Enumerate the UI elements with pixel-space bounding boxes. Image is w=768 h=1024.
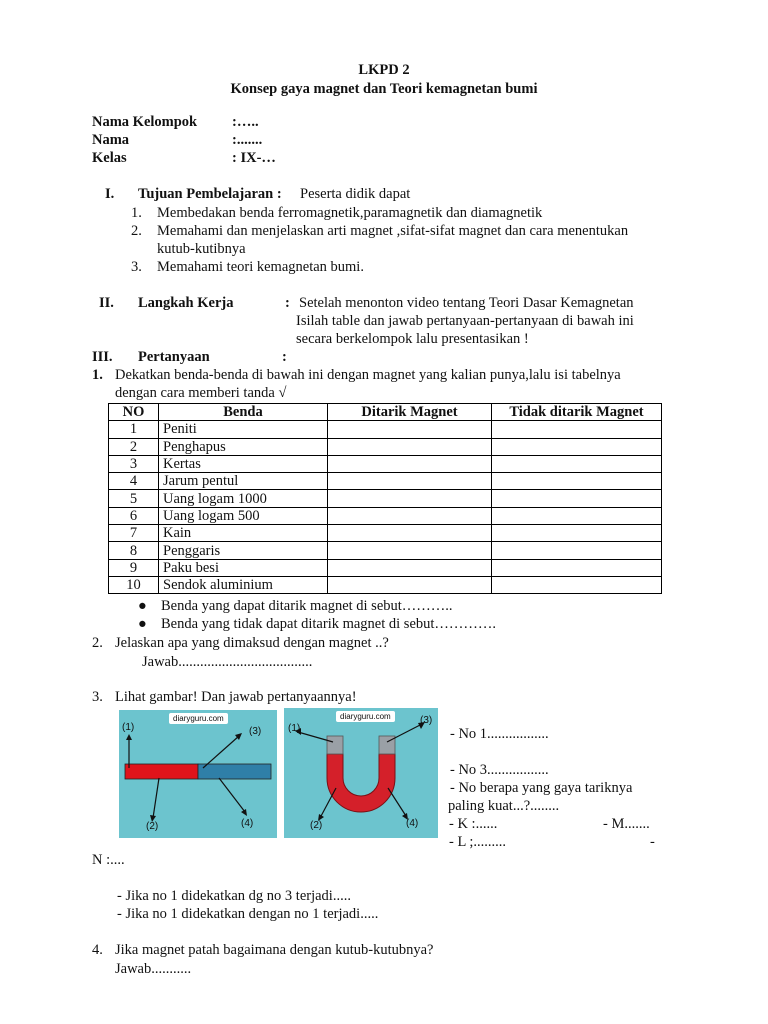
row-number: 6 [109, 507, 159, 524]
section-text: Setelah menonton video tentang Teori Dasar Kemagnetan [299, 295, 634, 311]
worksheet-title: LKPD 2 [358, 62, 410, 78]
attracted-cell[interactable] [328, 438, 492, 455]
label-2: (2) [310, 820, 323, 831]
identity-label: Kelas [92, 150, 127, 166]
attracted-cell[interactable] [328, 421, 492, 438]
object-name: Paku besi [159, 559, 328, 576]
section-text: secara berkelompok lalu presentasikan ! [296, 331, 529, 347]
not-attracted-cell[interactable] [492, 490, 662, 507]
watermark: diaryguru.com [169, 713, 228, 724]
row-number: 9 [109, 559, 159, 576]
question-number: 2. [92, 635, 103, 651]
attracted-cell[interactable] [328, 455, 492, 472]
answer-line: - No berapa yang gaya tariknya [450, 780, 633, 796]
object-name: Kain [159, 525, 328, 542]
label-4: (4) [241, 818, 254, 829]
question-number: 3. [92, 689, 103, 705]
answer-line: Jawab........... [115, 961, 192, 977]
list-item: kutub-kutibnya [157, 241, 246, 257]
row-number: 2 [109, 438, 159, 455]
label-3: (3) [249, 726, 262, 737]
attracted-cell[interactable] [328, 490, 492, 507]
object-name: Jarum pentul [159, 473, 328, 490]
answer-line: N :.... [92, 852, 125, 868]
bullet-icon: ● [138, 616, 147, 632]
section-title: Langkah Kerja [138, 295, 234, 311]
row-number: 1 [109, 421, 159, 438]
not-attracted-cell[interactable] [492, 525, 662, 542]
object-name: Kertas [159, 455, 328, 472]
identity-label: Nama [92, 132, 130, 148]
question-number: 4. [92, 942, 103, 958]
watermark: diaryguru.com [336, 711, 395, 722]
question-text: Dekatkan benda-benda di bawah ini dengan magnet yang kalian punya,lalu isi tabelnya [115, 367, 621, 383]
table-row [109, 525, 662, 542]
table-row [109, 507, 662, 524]
identity-label: Nama Kelompok [92, 114, 198, 130]
object-name: Peniti [159, 421, 328, 438]
not-attracted-cell[interactable] [492, 455, 662, 472]
list-item: Memahami dan menjelaskan arti magnet ,sifat-sifat magnet dan cara menentukan [157, 223, 629, 239]
label-1: (1) [288, 723, 301, 734]
identity-value: :....... [232, 132, 263, 148]
row-number: 5 [109, 490, 159, 507]
table-row [109, 542, 662, 559]
table-header: Ditarik Magnet [328, 404, 492, 421]
row-number: 8 [109, 542, 159, 559]
attracted-cell[interactable] [328, 559, 492, 576]
attracted-cell[interactable] [328, 542, 492, 559]
row-number: 4 [109, 473, 159, 490]
list-item: Membedakan benda ferromagnetik,paramagnetik dan diamagnetik [157, 205, 543, 221]
section-colon: : [285, 295, 290, 311]
section-title: Tujuan Pembelajaran : [138, 186, 282, 202]
section-number: II. [99, 295, 114, 311]
answer-line: - No 1................. [450, 726, 549, 742]
table-row [109, 455, 662, 472]
worksheet-subtitle: Konsep gaya magnet dan Teori kemagnetan bumi [230, 81, 538, 97]
attracted-cell[interactable] [328, 473, 492, 490]
bar-magnet-picture [119, 710, 277, 838]
row-number: 7 [109, 525, 159, 542]
not-attracted-cell[interactable] [492, 421, 662, 438]
question-text: Jelaskan apa yang dimaksud dengan magnet ..? [115, 635, 389, 651]
table-row [109, 473, 662, 490]
table-row [109, 438, 662, 455]
list-number: 2. [131, 223, 142, 239]
bullet-icon: ● [138, 598, 147, 614]
table-row [109, 559, 662, 576]
table-row [109, 421, 662, 438]
label-2: (2) [146, 821, 159, 832]
table-header: NO [109, 404, 159, 421]
answer-line: paling kuat...?........ [448, 798, 560, 814]
section-title: Pertanyaan [138, 349, 210, 365]
question-text: Jika magnet patah bagaimana dengan kutub-kutubnya? [115, 942, 434, 958]
magnet-table [108, 403, 662, 594]
section-number: III. [92, 349, 113, 365]
list-number: 1. [131, 205, 142, 221]
section-colon: : [282, 349, 287, 365]
not-attracted-cell[interactable] [492, 507, 662, 524]
question-text: dengan cara memberi tanda √ [115, 385, 287, 401]
table-header: Tidak ditarik Magnet [492, 404, 662, 421]
not-attracted-cell[interactable] [492, 542, 662, 559]
table-header-row [109, 404, 662, 421]
followup-question: - Jika no 1 didekatkan dengan no 1 terjadi..... [117, 906, 379, 922]
attracted-cell[interactable] [328, 507, 492, 524]
question-text: Lihat gambar! Dan jawab pertanyaannya! [115, 689, 357, 705]
answer-line: - L ;......... [449, 834, 507, 850]
answer-line: - No 3................. [450, 762, 549, 778]
question-number: 1. [92, 367, 103, 383]
label-1: (1) [122, 722, 135, 733]
not-attracted-cell[interactable] [492, 438, 662, 455]
not-attracted-cell[interactable] [492, 576, 662, 593]
table-row [109, 490, 662, 507]
list-item: Memahami teori kemagnetan bumi. [157, 259, 364, 275]
row-number: 3 [109, 455, 159, 472]
table-row [109, 576, 662, 593]
object-name: Penggaris [159, 542, 328, 559]
object-name: Sendok aluminium [159, 576, 328, 593]
answer-line: - K :...... [449, 816, 498, 832]
section-text: Isilah table dan jawab pertanyaan-pertanyaan di bawah ini [296, 313, 634, 329]
answer-line: - [650, 834, 655, 850]
not-attracted-cell[interactable] [492, 473, 662, 490]
object-name: Uang logam 1000 [159, 490, 328, 507]
bullet-text: Benda yang tidak dapat ditarik magnet di sebut…………. [161, 616, 497, 632]
followup-question: - Jika no 1 didekatkan dg no 3 terjadi..... [117, 888, 351, 904]
label-3: (3) [420, 715, 433, 726]
list-number: 3. [131, 259, 142, 275]
table-header: Benda [159, 404, 328, 421]
identity-value: : IX-… [232, 150, 276, 166]
object-name: Penghapus [159, 438, 328, 455]
row-number: 10 [109, 576, 159, 593]
horseshoe-magnet-picture [284, 708, 438, 838]
answer-line: Jawab..................................... [142, 654, 313, 670]
label-4: (4) [406, 818, 419, 829]
not-attracted-cell[interactable] [492, 559, 662, 576]
bullet-text: Benda yang dapat ditarik magnet di sebut……….. [161, 598, 453, 614]
section-number: I. [105, 186, 115, 202]
answer-line: - M....... [603, 816, 650, 832]
attracted-cell[interactable] [328, 576, 492, 593]
object-name: Uang logam 500 [159, 507, 328, 524]
identity-value: :….. [232, 114, 259, 130]
attracted-cell[interactable] [328, 525, 492, 542]
section-intro: Peserta didik dapat [300, 186, 411, 202]
